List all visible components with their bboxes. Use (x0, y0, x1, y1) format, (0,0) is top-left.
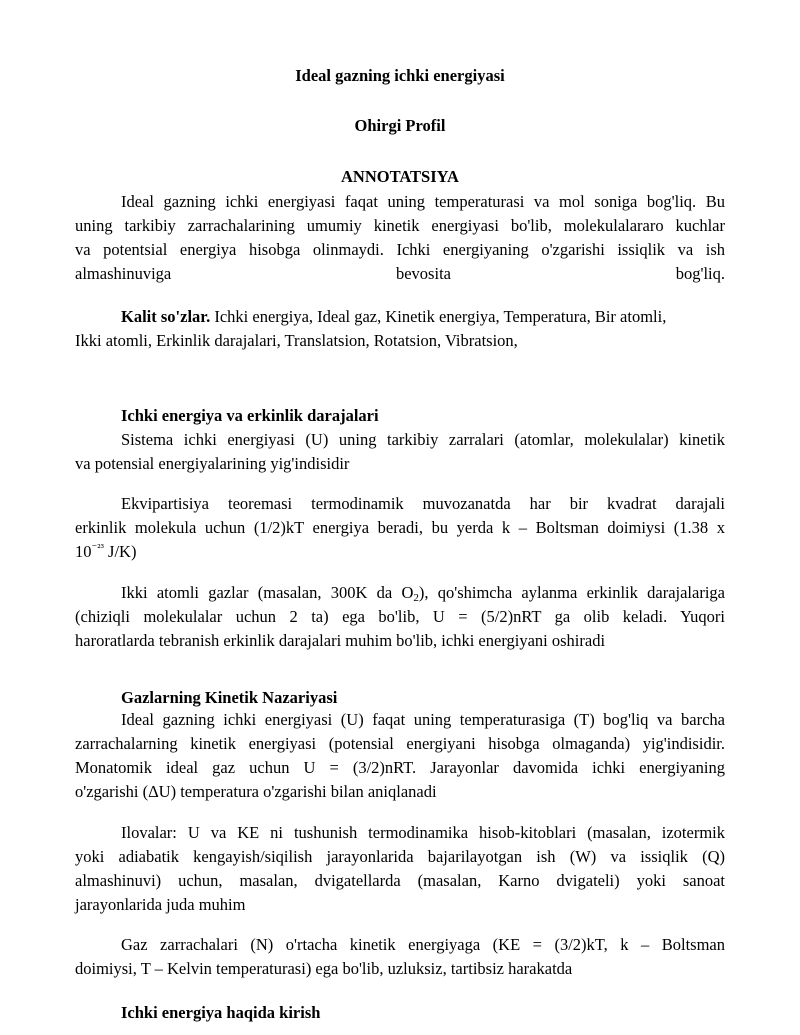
paragraph-line: haroratlarda tebranish erkinlik darajalari muhim bo'lib, ichki energiyani oshiradi (75, 631, 606, 650)
paragraph-line: Gaz zarrachalari (N) o'rtacha kinetik energiyaga (KE = (3/2)kT, k – Boltsman (121, 935, 725, 954)
paragraph-line: va potensial energiyalarining yig'indisidir (75, 454, 350, 473)
section-heading: Ichki energiya va erkinlik darajalari (121, 406, 379, 425)
keywords-label: Kalit so'zlar. (121, 307, 211, 326)
paragraph-line: jarayonlarida juda muhim (75, 895, 246, 914)
section-heading: Ichki energiya haqida kirish (121, 1003, 321, 1022)
paragraph-line: (chiziqli molekulalar uchun 2 ta) ega bo'lib, U = (5/2)nRT ga olib keladi. Yuqori (75, 607, 725, 626)
document-author: Ohirgi Profil (354, 116, 446, 135)
paragraph-line: doimiysi, T – Kelvin temperaturasi) ega bo'lib, uzluksiz, tartibsiz harakatda (75, 959, 573, 978)
paragraph-line: Sistema ichki energiyasi (U) uning tarkibiy zarralari (atomlar, molekulalar) kinetik (121, 430, 725, 449)
document-title: Ideal gazning ichki energiyasi (295, 66, 505, 85)
paragraph-line: o'zgarishi (ΔU) temperatura o'zgarishi bilan aniqlanadi (75, 782, 437, 801)
paragraph-line: yoki adiabatik kengayish/siqilish jarayonlarida bajarilayotgan ish (W) va issiqlik (Q) (75, 847, 725, 866)
paragraph-line (121, 583, 725, 603)
keywords-line (121, 307, 725, 327)
text-run: Ikki atomli gazlar (masalan, 300K da O (121, 583, 414, 602)
paragraph-line: Ilovalar: U va KE ni tushunish termodinamika hisob-kitoblari (masalan, izotermik (121, 823, 725, 842)
exponent: ⁻²³ (91, 542, 104, 554)
paragraph-line: almashinuvi) uchun, masalan, dvigatellarda (masalan, Karno dvigateli) yoki sanoat (75, 871, 725, 890)
annotation-line: uning tarkibiy zarrachalarining umumiy kinetik energiyasi bo'lib, molekulalararo kuchlar (75, 216, 725, 235)
paragraph-line: zarrachalarning kinetik energiyasi (potensial energiyani hisobga olmaganda) yig'indisidir. (75, 734, 725, 753)
annotation-heading: ANNOTATSIYA (341, 167, 459, 186)
subscript: 2 (413, 592, 419, 604)
annotation-line: Ideal gazning ichki energiyasi faqat uning temperaturasi va mol soniga bog'liq. Bu (121, 192, 725, 211)
paragraph-line: erkinlik molekula uchun (1/2)kT energiya beradi, bu yerda k – Boltsman doimiysi (1.38 x (75, 518, 725, 537)
keywords-text: Ichki energiya, Ideal gaz, Kinetik energiya, Temperatura, Bir atomli, (210, 307, 667, 326)
section-heading: Gazlarning Kinetik Nazariyasi (121, 688, 338, 707)
exponent-base: 10 (75, 542, 92, 561)
keywords-line: Ikki atomli, Erkinlik darajalari, Translatsion, Rotatsion, Vibratsion, (75, 331, 518, 350)
paragraph-line: Ideal gazning ichki energiyasi (U) faqat uning temperaturasiga (T) bog'liq va barcha (121, 710, 725, 729)
text-run: ), qo'shimcha aylanma erkinlik darajalariga (418, 583, 725, 602)
paragraph-line: Monatomik ideal gaz uchun U = (3/2)nRT. Jarayonlar davomida ichki energiyaning (75, 758, 725, 777)
paragraph-line (75, 542, 725, 562)
unit-text: J/K) (103, 542, 137, 561)
annotation-line: va potentsial energiya hisobga olinmaydi. Ichki energiyaning o'zgarishi issiqlik va ish (75, 240, 725, 259)
annotation-line: almashinuviga bevosita bog'liq. (75, 264, 725, 283)
paragraph-line: Ekvipartisiya teoremasi termodinamik muvozanatda har bir kvadrat darajali (121, 494, 725, 513)
